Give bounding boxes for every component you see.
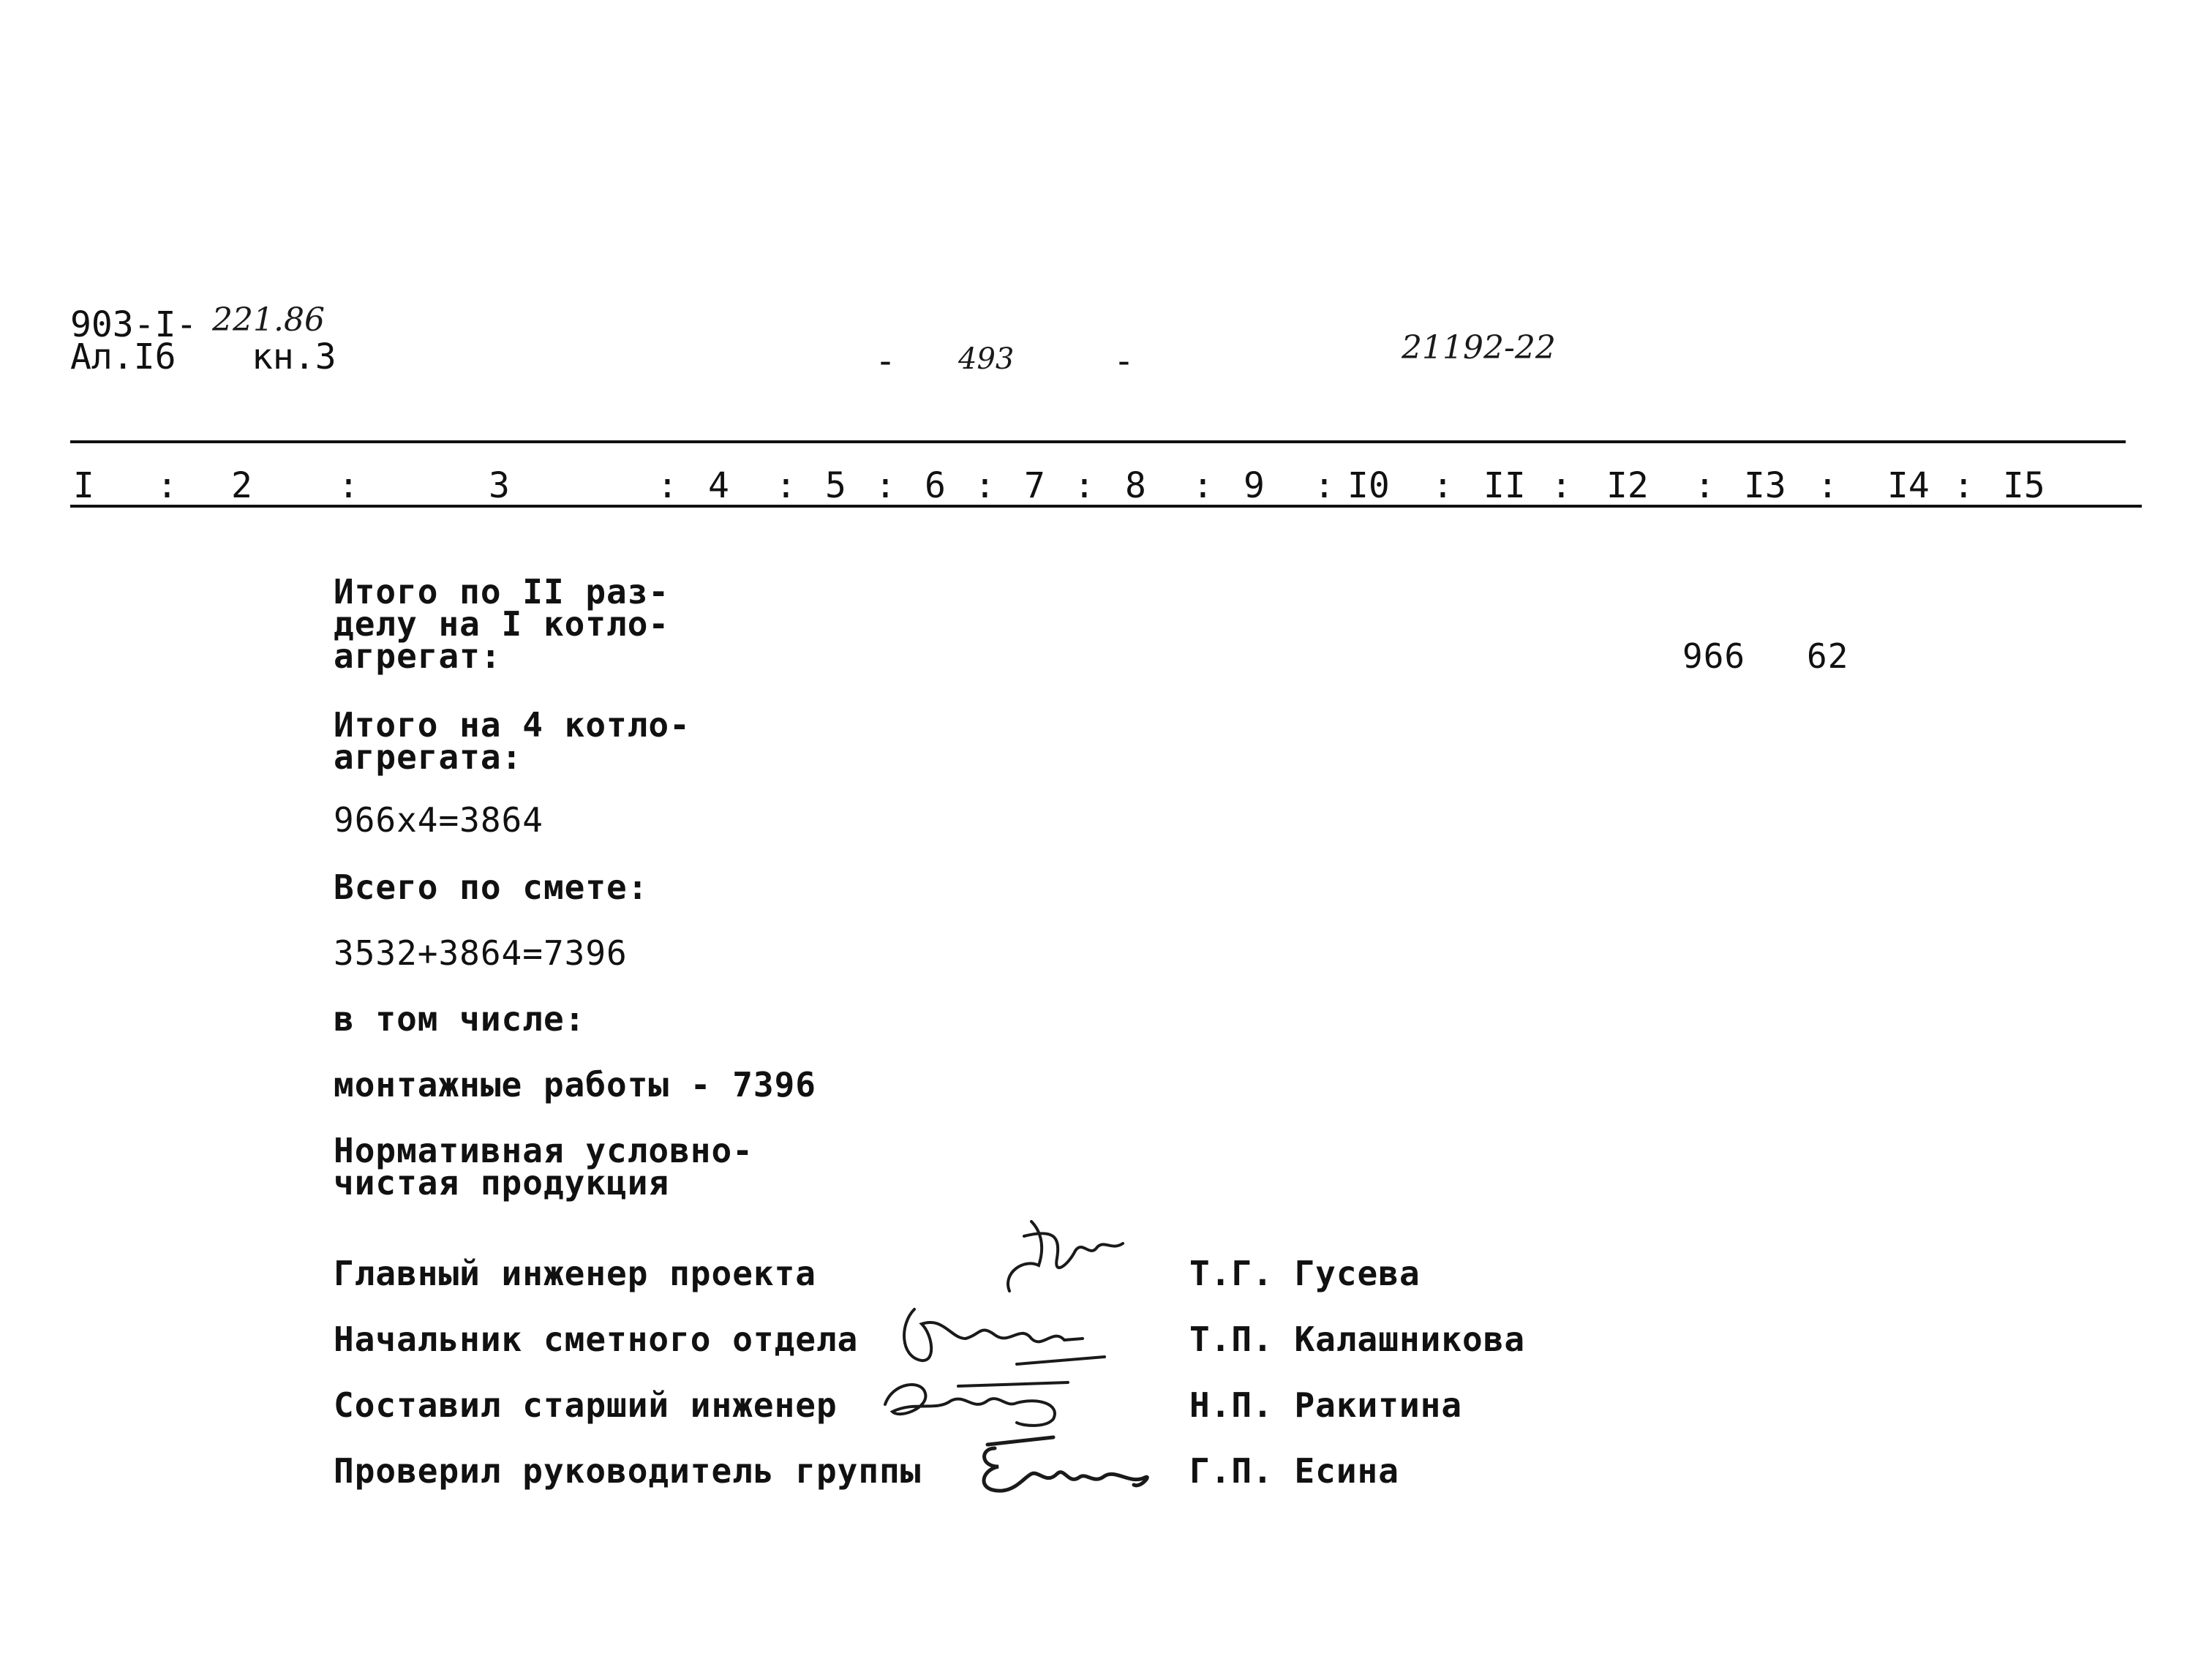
signatory-name: Т.Г. Гусева (1189, 1254, 1421, 1293)
book-label: кн.3 (252, 336, 336, 377)
col-sep: : (775, 465, 797, 506)
page-dash-left: - (875, 341, 896, 382)
estimate-calc: 3532+3864=7396 (334, 933, 628, 973)
col-5: 5 (825, 465, 846, 506)
normative-line2: чистая продукция (334, 1163, 670, 1203)
normative-line1: Нормативная условно- (334, 1131, 753, 1170)
col-8: 8 (1125, 465, 1146, 506)
installation-works: монтажные работы - 7396 (334, 1065, 816, 1104)
column-number-row (0, 465, 2212, 509)
col-sep: : (1817, 465, 1838, 506)
col-10: I0 (1347, 465, 1390, 506)
col-11: II (1483, 465, 1526, 506)
page-number: 493 (958, 342, 1015, 376)
estimate-total: Всего по смете: (334, 867, 649, 907)
including-label: в том числе: (334, 999, 586, 1039)
col-sep: : (157, 465, 178, 506)
section-total-value-a: 966 (1682, 636, 1746, 676)
signature-rakitina-graphic (870, 1368, 1083, 1434)
signatory-role: Составил старший инженер (334, 1385, 838, 1425)
col-2: 2 (231, 465, 252, 506)
series-handwritten: 221.86 (212, 301, 325, 339)
col-sep: : (1551, 465, 1572, 506)
signatory-name: Н.П. Ракитина (1189, 1385, 1463, 1425)
section-total-line1: Итого по II раз- (334, 572, 670, 611)
col-sep: : (1074, 465, 1095, 506)
col-9: 9 (1244, 465, 1265, 506)
album-label: Ал.I6 (70, 336, 176, 377)
col-sep: : (1432, 465, 1453, 506)
col-15: I5 (2003, 465, 2045, 506)
col-3: 3 (489, 465, 510, 506)
signature-esina-graphic (966, 1434, 1163, 1499)
col-4: 4 (708, 465, 729, 506)
col-1: I (73, 465, 94, 506)
document-number: 21192-22 (1402, 329, 1556, 366)
total4-line2: агрегата: (334, 737, 523, 777)
col-13: I3 (1744, 465, 1786, 506)
col-sep: : (1192, 465, 1214, 506)
col-sep: : (974, 465, 996, 506)
col-sep: : (1953, 465, 1974, 506)
section-total-line2: делу на I котло- (334, 604, 670, 644)
col-sep: : (657, 465, 678, 506)
col-sep: : (1694, 465, 1715, 506)
col-sep: : (875, 465, 896, 506)
header-underline (70, 505, 2142, 508)
section-total-line3: агрегат: (334, 636, 502, 676)
col-14: I4 (1887, 465, 1930, 506)
col-sep: : (338, 465, 359, 506)
total4-line1: Итого на 4 котло- (334, 705, 691, 745)
signatory-role: Проверил руководитель группы (334, 1451, 922, 1491)
signatory-role: Главный инженер проекта (334, 1254, 816, 1293)
top-rule (70, 440, 2126, 443)
signature-kalashnikova-graphic (892, 1295, 1112, 1375)
page-dash-right: - (1113, 341, 1135, 382)
signatory-name: Г.П. Есина (1189, 1451, 1399, 1491)
col-12: I2 (1606, 465, 1649, 506)
signatory-role: Начальник сметного отдела (334, 1320, 859, 1359)
total4-calc: 966х4=3864 (334, 800, 543, 840)
col-7: 7 (1024, 465, 1045, 506)
series-prefix: 903-I- (70, 304, 198, 345)
col-sep: : (1314, 465, 1335, 506)
section-total-value-b: 62 (1807, 636, 1849, 676)
signatory-name: Т.П. Калашникова (1189, 1320, 1526, 1359)
col-6: 6 (925, 465, 946, 506)
